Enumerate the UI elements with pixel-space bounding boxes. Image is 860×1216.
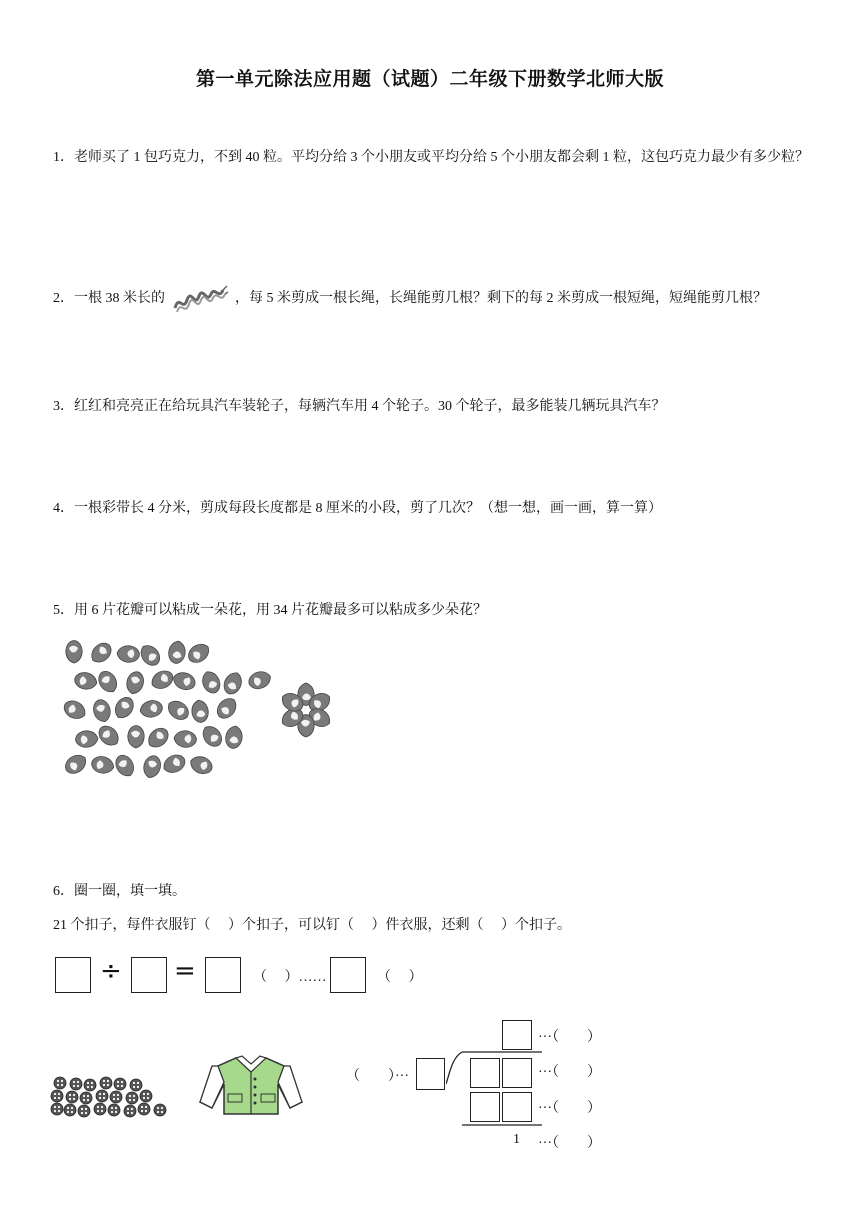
button-item xyxy=(100,1077,112,1089)
petal-pile xyxy=(61,639,273,780)
petal xyxy=(167,640,186,665)
button-item xyxy=(154,1104,166,1116)
petal xyxy=(111,694,137,722)
buttons-illustration xyxy=(50,1076,180,1120)
petal xyxy=(62,751,90,777)
rope-icon xyxy=(171,282,229,316)
petal xyxy=(87,639,115,666)
button-item xyxy=(51,1090,63,1102)
button-item xyxy=(140,1090,152,1102)
button-item xyxy=(70,1078,82,1090)
petal xyxy=(224,725,244,750)
petal xyxy=(188,753,215,776)
button-item xyxy=(78,1105,90,1117)
petal xyxy=(91,698,113,724)
petal xyxy=(246,669,273,692)
question-6-text: 21 个扣子，每件衣服钉（ ）个扣子，可以钉（ ）件衣服，还剩（ ）个扣子。 xyxy=(53,918,571,933)
petal xyxy=(161,752,188,777)
petal xyxy=(124,670,146,696)
button-item xyxy=(94,1103,106,1115)
petal xyxy=(191,699,210,723)
row-blank-dividend[interactable]: ···（ ） xyxy=(538,1065,601,1080)
button-item xyxy=(64,1104,76,1116)
question-2-text-before: 2．一根 38 米长的 xyxy=(53,291,165,307)
petal xyxy=(128,725,145,748)
petal xyxy=(116,645,140,663)
petal xyxy=(75,730,98,748)
answer-box-divisor[interactable] xyxy=(131,957,167,993)
remainder-unit-blank[interactable]: （ ） xyxy=(377,970,423,985)
petal xyxy=(148,667,176,692)
petal xyxy=(95,668,121,696)
row-blank-quotient[interactable]: ···（ ） xyxy=(538,1030,601,1045)
equals-sign: = xyxy=(174,956,196,986)
quotient-unit-blank[interactable]: （ ）…… xyxy=(253,970,327,985)
button-item xyxy=(126,1092,138,1104)
petal xyxy=(164,697,192,724)
question-6-title: 6．圈一圈，填一填。 xyxy=(53,884,186,899)
row-blank-remainder[interactable]: ···（ ） xyxy=(538,1136,601,1151)
button-item xyxy=(124,1105,136,1117)
answer-box-dividend[interactable] xyxy=(55,957,91,993)
petal xyxy=(144,724,172,751)
page-title: 第一单元除法应用题（试题）二年级下册数学北师大版 xyxy=(195,68,664,90)
division-box-dividend-ones[interactable] xyxy=(502,1058,532,1088)
petal xyxy=(66,641,82,664)
button-item xyxy=(114,1078,126,1090)
petal xyxy=(199,669,223,696)
answer-box-remainder[interactable] xyxy=(330,957,366,993)
division-remainder: 1 xyxy=(513,1132,520,1147)
petal xyxy=(185,640,213,666)
petal xyxy=(90,754,116,775)
division-box-quotient[interactable] xyxy=(502,1020,532,1050)
button-item xyxy=(108,1104,120,1116)
question-2 xyxy=(53,282,767,316)
question-1: 1．老师买了 1 包巧克力，不到 40 粒。平均分给 3 个小朋友或平均分给 5 个小朋友都会剩 1 粒，这包巧克力最少有多少粒？ xyxy=(53,150,809,165)
button-item xyxy=(84,1079,96,1091)
question-2-text-after: ，每 5 米剪成一根长绳，长绳能剪几根？剩下的每 2 米剪成一根短绳，短绳能剪几根？ xyxy=(235,291,767,307)
divisor-unit-blank[interactable]: （ ）··· xyxy=(346,1069,409,1084)
petal xyxy=(221,670,245,697)
petals-illustration xyxy=(58,638,348,786)
button-item xyxy=(51,1103,63,1115)
button-pile xyxy=(51,1077,166,1117)
question-4: 4．一根彩带长 4 分米，剪成每段长度都是 8 厘米的小段，剪了几次？（想一想，画一画，算一算） xyxy=(53,501,662,516)
petal xyxy=(61,697,89,722)
button-item xyxy=(80,1092,92,1104)
jacket-icon xyxy=(196,1052,306,1118)
button-item xyxy=(130,1079,142,1091)
button-item xyxy=(96,1090,108,1102)
petal xyxy=(213,694,240,722)
petal xyxy=(141,754,163,780)
petal xyxy=(173,730,197,748)
petal xyxy=(139,699,164,719)
division-box-divisor[interactable] xyxy=(416,1058,445,1090)
question-3: 3．红红和亮亮正在给玩具汽车装轮子，每辆汽车用 4 个轮子。30 个轮子，最多能装几辆玩具汽车？ xyxy=(53,399,666,414)
button-item xyxy=(138,1103,150,1115)
row-blank-product[interactable]: ···（ ） xyxy=(538,1101,601,1116)
petal xyxy=(112,752,137,780)
button-item xyxy=(110,1091,122,1103)
petal xyxy=(95,722,123,749)
question-5: 5．用 6 片花瓣可以粘成一朵花，用 34 片花瓣最多可以粘成多少朵花？ xyxy=(53,603,487,618)
button-item xyxy=(66,1091,78,1103)
division-box-dividend-tens[interactable] xyxy=(470,1058,500,1088)
button-item xyxy=(54,1077,66,1089)
petal xyxy=(199,722,226,750)
petal xyxy=(137,641,164,669)
division-box-product-ones[interactable] xyxy=(502,1092,532,1122)
division-box-product-tens[interactable] xyxy=(470,1092,500,1122)
answer-box-quotient[interactable] xyxy=(205,957,241,993)
petal xyxy=(171,670,198,693)
flower-icon xyxy=(279,683,334,737)
petal xyxy=(73,671,98,692)
divide-sign: ÷ xyxy=(100,956,122,986)
